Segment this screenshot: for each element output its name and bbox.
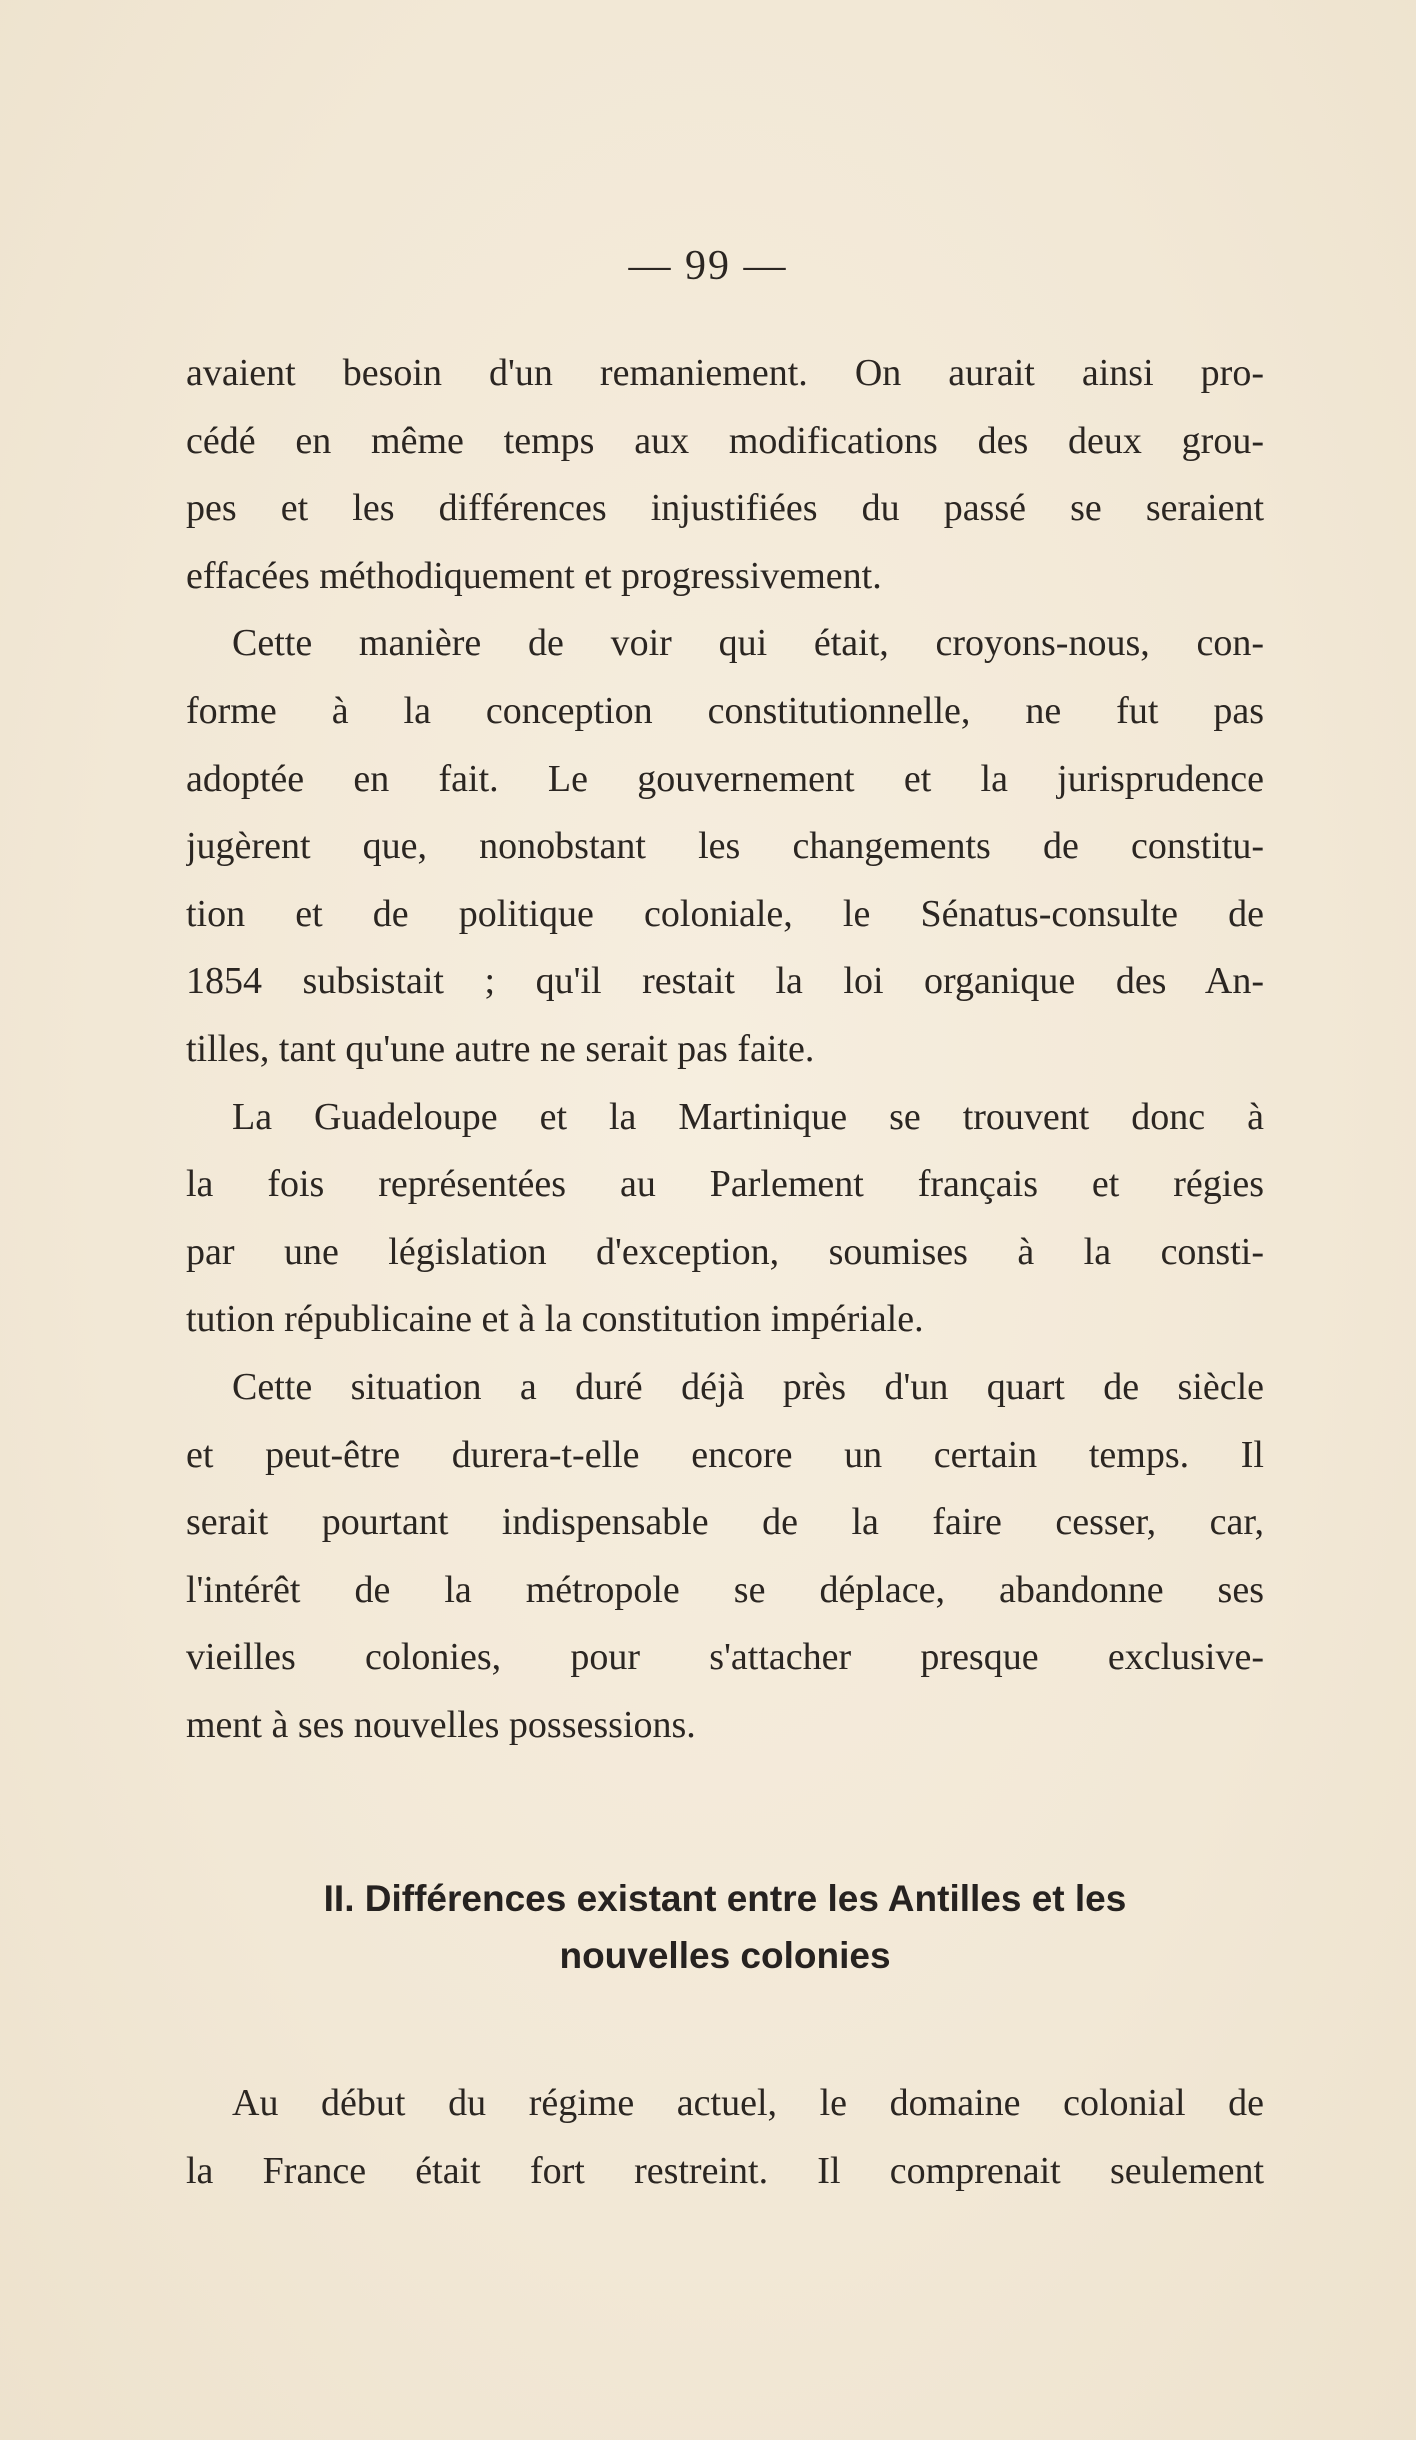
section-heading-line-2: nouvelles colonies xyxy=(559,1935,891,1976)
text-line: la fois représentées au Parlement français et régies xyxy=(186,1163,1264,1206)
text-line: La Guadeloupe et la Martinique se trouvent donc à xyxy=(232,1095,1264,1138)
text-line: avaient besoin d'un remaniement. On aurait ainsi pro- xyxy=(186,352,1264,394)
text-line: l'intérêt de la métropole se déplace, abandonne ses xyxy=(186,1568,1264,1611)
text-line: tilles, tant qu'une autre ne serait pas faite. xyxy=(186,1027,815,1070)
text-line: et peut-être durera-t-elle encore un certain temps. Il xyxy=(186,1433,1264,1476)
paragraphs-before-heading xyxy=(186,340,1264,1759)
text-line: vieilles colonies, pour s'attacher presque exclusive- xyxy=(186,1636,1264,1679)
text-line: Cette situation a duré déjà près d'un quart de siècle xyxy=(232,1365,1264,1408)
text-line: Cette manière de voir qui était, croyons-nous, con- xyxy=(232,622,1264,665)
text-line: effacées méthodiquement et progressivement. xyxy=(186,554,882,597)
text-line: Au début du régime actuel, le domaine colonial de xyxy=(232,2082,1264,2124)
text-line: tion et de politique coloniale, le Sénatus-consulte de xyxy=(186,892,1264,935)
text-line: la France était fort restreint. Il comprenait seulement xyxy=(186,2149,1264,2192)
paragraph-after-heading xyxy=(186,2070,1264,2205)
text-line: tution républicaine et à la constitution impériale. xyxy=(186,1298,924,1341)
text-line: pes et les différences injustifiées du passé se seraient xyxy=(186,487,1264,530)
text-line: adoptée en fait. Le gouvernement et la jurisprudence xyxy=(186,757,1264,800)
text-line: forme à la conception constitutionnelle, ne fut pas xyxy=(186,689,1264,732)
text-line: 1854 subsistait ; qu'il restait la loi organique des An- xyxy=(186,960,1264,1003)
text-line: ment à ses nouvelles possessions. xyxy=(186,1703,696,1746)
text-line: serait pourtant indispensable de la faire cesser, car, xyxy=(186,1501,1264,1544)
section-heading-line-1: II. Différences existant entre les Antilles et les xyxy=(323,1878,1127,1919)
section-heading xyxy=(186,1870,1264,1984)
text-line: jugèrent que, nonobstant les changements de constitu- xyxy=(186,825,1264,868)
text-line: cédé en même temps aux modifications des deux grou- xyxy=(186,419,1264,462)
page-number: — 99 — xyxy=(628,243,788,289)
text-line: par une législation d'exception, soumises à la consti- xyxy=(186,1230,1264,1273)
